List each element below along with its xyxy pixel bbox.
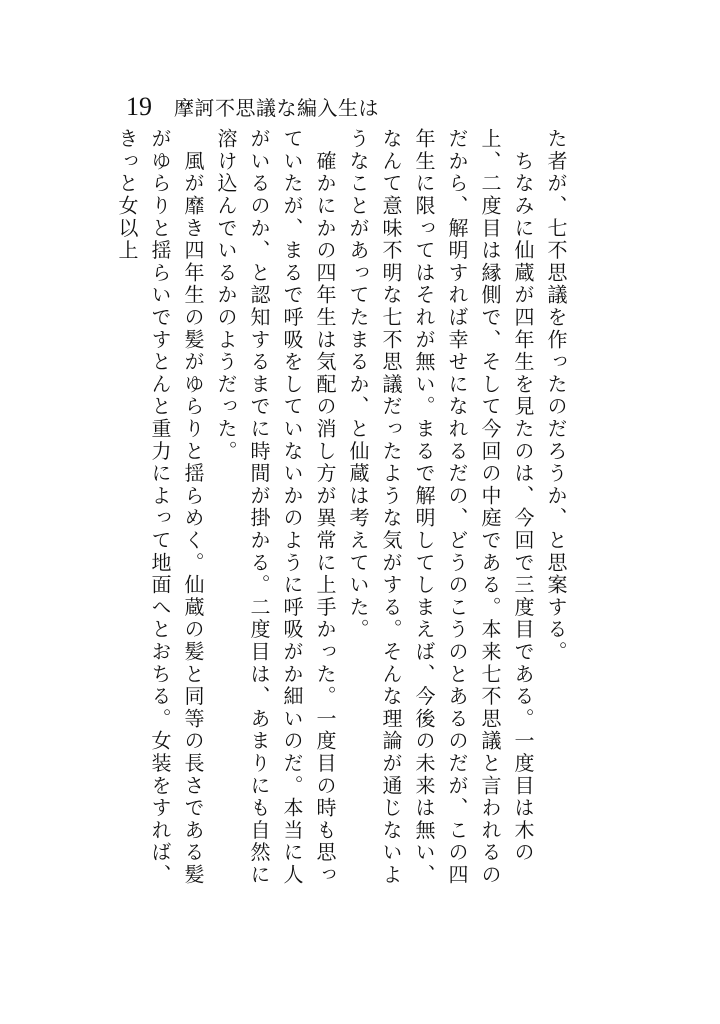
chapter-title: 摩訶不思議な編入生は <box>174 96 379 120</box>
paragraph: ちなみに仙蔵が四年生を見たのは、今回で三度目である。一度目は木の上、二度目は縁側で、そして今回の中庭である。本来七不思議と言われるのだから、解明すれば幸せになれるだの、どうのこうのとあるのだが、この四年生に限ってはそれが無い。まるで解明してしまえば、今後の未来は無い、なんて意味不明な七不思議だったような気がする。そんな理論が通じないようなことがあってたまるか、と仙蔵は考えていた。 <box>346 128 535 887</box>
paragraph: た者が、七不思議を作ったのだろうか、と思案する。 <box>544 128 568 664</box>
page-number: 19 <box>126 92 152 121</box>
paragraph: 風が靡き四年生の髪がゆらりと揺らめく。仙蔵の髪と同等の長さである髪がゆらりと揺らいですとんと重力によって地面へとおちる。女装をすれば、きっと女以上 <box>115 128 205 887</box>
page-header <box>126 92 379 122</box>
paragraph: 確かにかの四年生は気配の消し方が異常に上手かった。一度目の時も思っていたが、まるで呼吸をしていないかのように呼吸がか細いのだ。本当に人がいるのか、と認知するまでに時間が掛かる。二度目は、あまりにも自然に溶け込んでいるかのようだった。 <box>214 128 337 887</box>
vertical-body-text <box>115 128 572 908</box>
